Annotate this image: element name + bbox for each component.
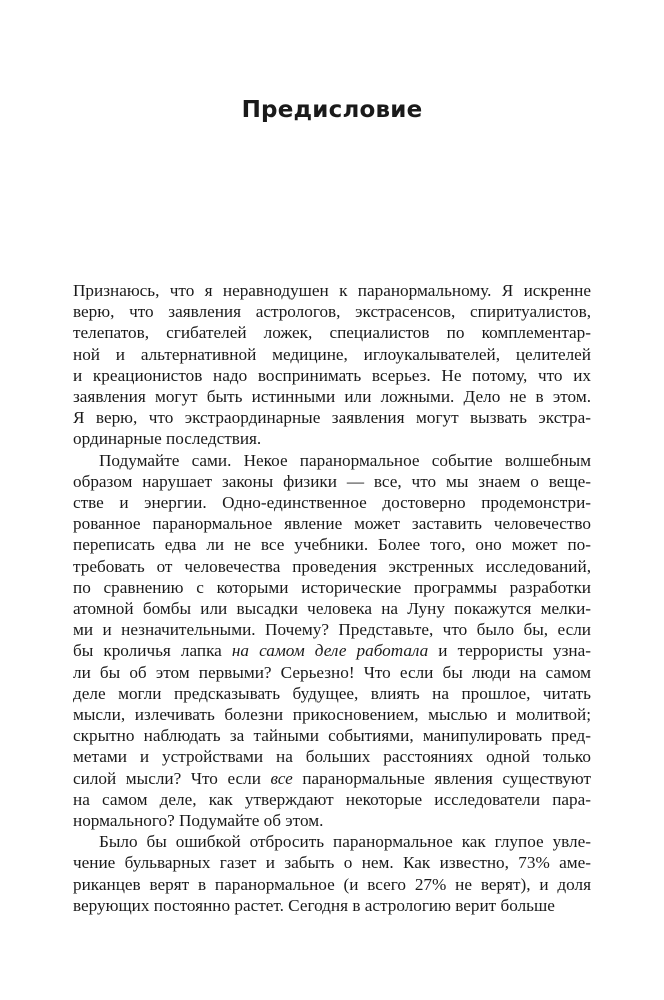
- paragraph-1: [73, 280, 591, 450]
- text-segment: бы кроличья лапка: [73, 641, 232, 661]
- text-line: метами и устройствами на больших расстояниях одной только: [73, 747, 591, 767]
- page-title: Предисловие: [241, 97, 423, 123]
- text-line: требовать от человечества проведения экстренных исследований,: [73, 556, 591, 576]
- body-text: [73, 280, 591, 916]
- text-line: переписать едва ли не все учебники. Более того, оно может по-: [73, 535, 591, 555]
- text-line: по сравнению с которыми исторические программы разработки: [73, 577, 591, 597]
- text-line: на самом деле, как утверждают некоторые исследователи пара-: [73, 789, 591, 809]
- text-line: ординарные последствия.: [73, 429, 262, 449]
- text-line: ной и альтернативной медицине, иглоукалывателей, целителей: [73, 344, 591, 364]
- text-segment: силой мысли? Что если: [73, 768, 271, 788]
- text-line: и креационистов надо воспринимать всерьез. Не потому, что их: [73, 365, 591, 385]
- text-line: Признаюсь, что я неравнодушен к паранормальному. Я искренне: [73, 281, 591, 300]
- text-segment: паранормальные явления существуют: [292, 768, 591, 788]
- text-line: верующих постоянно растет. Сегодня в астрологию верит больше: [73, 895, 555, 915]
- text-line: ми и незначительными. Почему? Представьте, что было бы, если: [73, 620, 591, 640]
- text-line: Было бы ошибкой отбросить паранормальное как глупое увле-: [99, 832, 591, 852]
- text-line: [73, 768, 591, 789]
- text-segment: и террористы узна-: [428, 641, 591, 661]
- text-line: нормального? Подумайте об этом.: [73, 811, 324, 831]
- text-line: заявления могут быть истинными или ложными. Дело не в этом.: [73, 387, 591, 407]
- text-line: Подумайте сами. Некое паранормальное событие волшебным: [99, 450, 591, 470]
- text-line: Я верю, что экстраординарные заявления могут вызвать экстра-: [73, 408, 591, 428]
- paragraph-3: [73, 831, 591, 916]
- text-line: атомной бомбы или высадки человека на Луну покажутся мелки-: [73, 599, 591, 619]
- emphasis-text: все: [270, 768, 293, 788]
- text-line: мысли, излечивать болезни прикосновением, мыслью и молитвой;: [73, 705, 591, 725]
- text-line: чение бульварных газет и забыть о нем. Как известно, 73% аме-: [73, 853, 591, 873]
- text-line: ли бы об этом первыми? Серьезно! Что если бы люди на самом: [73, 662, 591, 682]
- emphasis-text: на самом деле работала: [231, 641, 429, 661]
- text-line: рованное паранормальное явление может заставить человечество: [73, 514, 591, 534]
- text-line: риканцев верят в паранормальное (и всего 27% не верят), и доля: [73, 874, 591, 894]
- paragraph-2: [73, 450, 591, 832]
- text-line: образом нарушает законы физики — все, что мы знаем о веще-: [73, 471, 591, 491]
- text-line: стве и энергии. Одно-единственное достоверно продемонстри-: [73, 493, 591, 513]
- text-line: [73, 640, 591, 661]
- text-line: телепатов, сгибателей ложек, специалистов по комплементар-: [73, 323, 591, 343]
- text-line: деле могли предсказывать будущее, влиять на прошлое, читать: [73, 683, 591, 703]
- text-line: верю, что заявления астрологов, экстрасенсов, спиритуалистов,: [73, 302, 591, 322]
- text-line: скрытно наблюдать за тайными событиями, манипулировать пред-: [73, 726, 591, 746]
